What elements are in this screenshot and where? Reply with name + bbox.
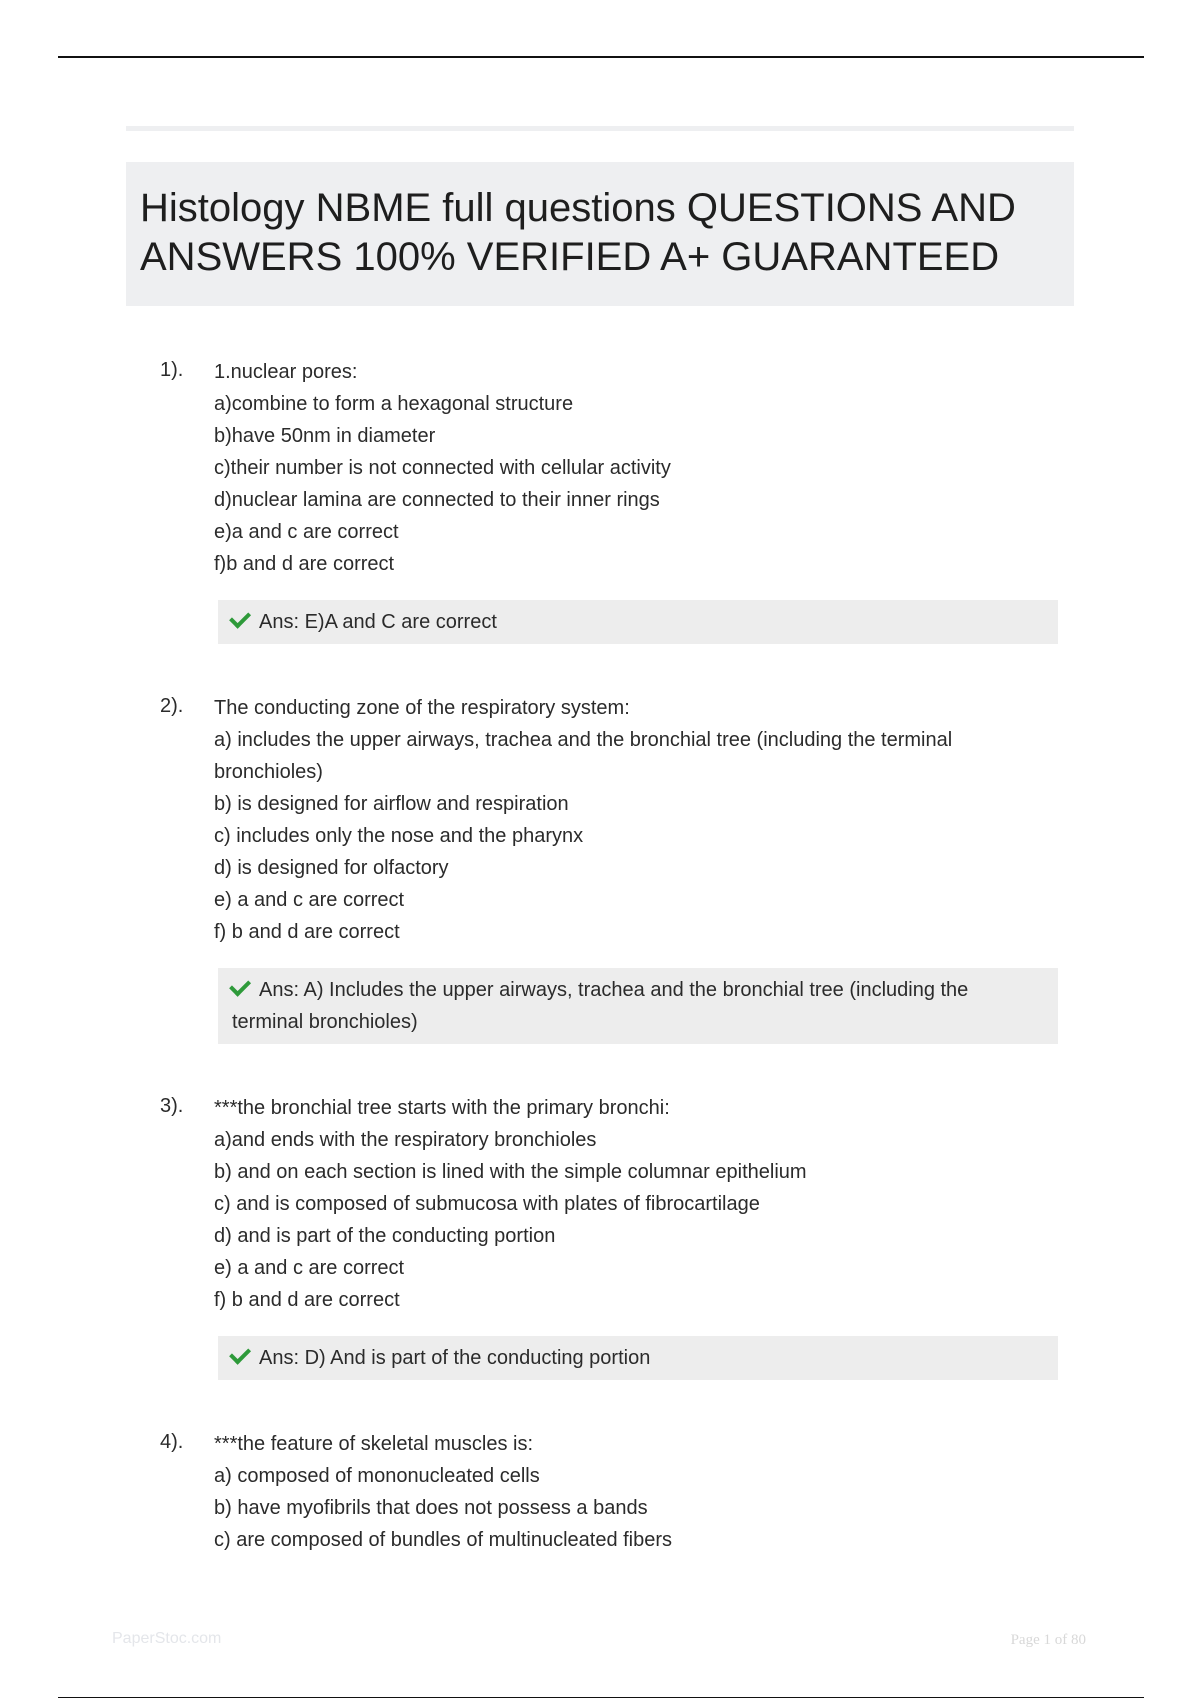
option-e: e)a and c are correct	[214, 521, 399, 543]
option-e: e) a and c are correct	[214, 889, 405, 911]
option-d: d)nuclear lamina are connected to their inner rings	[214, 489, 660, 511]
option-f: f)b and d are correct	[214, 553, 395, 575]
option-b: b)have 50nm in diameter	[214, 425, 436, 447]
check-icon	[229, 607, 251, 629]
question-stem: ***the bronchial tree starts with the primary bronchi:	[214, 1097, 670, 1119]
option-b: b) is designed for airflow and respiration	[214, 793, 569, 815]
option-f: f) b and d are correct	[214, 1289, 400, 1311]
footer-watermark: PaperStoc.com	[112, 1630, 222, 1647]
answer-box-1	[218, 600, 1058, 644]
question-number: 4).	[160, 1431, 184, 1453]
question-stem: The conducting zone of the respiratory system:	[214, 697, 630, 719]
question-number: 3).	[160, 1095, 184, 1117]
footer-rule	[58, 1697, 1144, 1698]
question-stem: ***the feature of skeletal muscles is:	[214, 1433, 534, 1455]
answer-text: Ans: D) And is part of the conducting portion	[259, 1347, 651, 1369]
question-stem: 1.nuclear pores:	[214, 361, 358, 383]
option-b: b) have myofibrils that does not possess a bands	[214, 1497, 648, 1519]
document-title: Histology NBME full questions QUESTIONS AND ANSWERS 100% VERIFIED A+ GUARANTEED	[140, 186, 1016, 279]
option-c: c) and is composed of submucosa with plates of fibrocartilage	[214, 1193, 760, 1215]
answer-box-3	[218, 1336, 1058, 1380]
option-a: a) includes the upper airways, trachea and the bronchial tree (including the terminal bronchioles)	[214, 729, 953, 783]
option-c: c) includes only the nose and the pharynx	[214, 825, 584, 847]
answer-text: Ans: E)A and C are correct	[259, 611, 497, 633]
question-body	[214, 356, 1034, 580]
header-rule	[58, 56, 1144, 58]
option-d: d) is designed for olfactory	[214, 857, 449, 879]
option-d: d) and is part of the conducting portion	[214, 1225, 556, 1247]
option-c: c) are composed of bundles of multinucleated fibers	[214, 1529, 673, 1551]
option-a: a)combine to form a hexagonal structure	[214, 393, 574, 415]
option-a: a)and ends with the respiratory bronchioles	[214, 1129, 597, 1151]
check-icon	[229, 1343, 251, 1365]
check-icon	[229, 975, 251, 997]
title-box	[126, 162, 1074, 306]
option-b: b) and on each section is lined with the simple columnar epithelium	[214, 1161, 807, 1183]
option-a: a) composed of mononucleated cells	[214, 1465, 540, 1487]
question-body	[214, 1092, 1034, 1316]
answer-box-2	[218, 968, 1058, 1044]
question-number: 1).	[160, 359, 184, 381]
option-c: c)their number is not connected with cellular activity	[214, 457, 671, 479]
answer-text: Ans: A) Includes the upper airways, trachea and the bronchial tree (including the terminal bronchioles)	[232, 979, 969, 1033]
page-number: Page 1 of 80	[1010, 1632, 1086, 1648]
title-top-divider	[126, 126, 1074, 131]
question-body	[214, 1428, 1034, 1556]
option-e: e) a and c are correct	[214, 1257, 405, 1279]
option-f: f) b and d are correct	[214, 921, 400, 943]
question-number: 2).	[160, 695, 184, 717]
question-body	[214, 692, 1034, 948]
